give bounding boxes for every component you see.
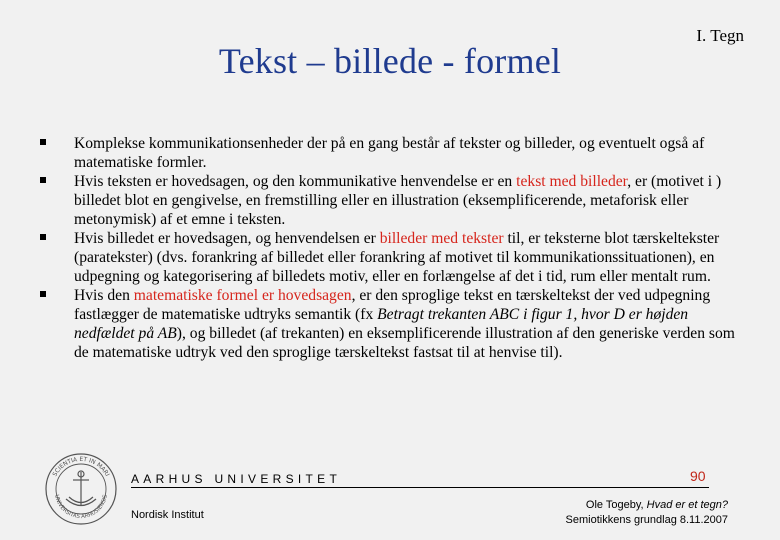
bullet-item: [40, 229, 740, 286]
bullet-text: Komplekse kommunikationsenheder der på en gang består af tekster og billeder, og eventuelt også af matematiske formler.: [74, 135, 705, 171]
highlight-phrase: matematiske formel er hovedsagen: [133, 287, 352, 304]
university-name: AARHUS UNIVERSITET: [131, 472, 342, 486]
bullet-text: , er den sproglige tekst en tærskeltekst der ved udpegning fastlægger de matematiske udtryks semantik (fx: [74, 287, 711, 323]
section-label: I. Tegn: [696, 26, 744, 45]
bullet-item: [40, 134, 740, 172]
bullet-marker-icon: [40, 139, 46, 145]
highlight-phrase: tekst med billeder: [516, 173, 628, 190]
page-number: 90: [690, 468, 706, 484]
university-seal-icon: [44, 452, 118, 526]
credit-line-1: [566, 498, 728, 513]
footer-divider: [131, 487, 709, 488]
bullet-text: Hvis teksten er hovedsagen, og den kommunikative henvendelse er en: [74, 173, 517, 190]
institute-name: Nordisk Institut: [131, 509, 204, 521]
bullet-marker-icon: [40, 177, 46, 183]
bullet-item: [40, 286, 740, 362]
author-credit: [566, 498, 728, 528]
seal-text-top: SCIENTIA ET IN MARI: [51, 455, 111, 478]
example-phrase: Betragt trekanten ABC i figur 1, hvor D er højden nedfældet på AB: [74, 306, 689, 342]
bullet-list: [40, 134, 740, 362]
slide-title: Tekst – billede - formel: [218, 41, 562, 81]
bullet-marker-icon: [40, 234, 46, 240]
bullet-text: , er (motivet i ) billedet blot en gengivelse, en fremstilling eller en illustration (eksemplificerende, metaforisk eller metonymisk) af et emne i teksten.: [74, 173, 722, 228]
credit-title: Hvad er et tegn?: [646, 499, 728, 511]
bullet-text: ), og billedet (af trekanten) en eksemplificerende illustration af den generiske verden som de matematiske udtryk ved den sproglige tærskeltekst fastsat til at henvise til).: [74, 325, 735, 361]
bullet-item: [40, 172, 740, 229]
seal-text-bottom: UNIVERSITAS ARHUSIENSIS: [53, 494, 109, 521]
bullet-text: Hvis billedet er hovedsagen, og henvendelsen er: [74, 230, 380, 247]
credit-author: Ole Togeby,: [585, 499, 647, 511]
bullet-marker-icon: [40, 291, 46, 297]
credit-line-2: Semiotikkens grundlag 8.11.2007: [565, 514, 728, 526]
bullet-text: Hvis den: [74, 287, 134, 304]
bullet-text: til, er teksterne blot tærskeltekster (paratekster) (dvs. forankring af billedet eller forankring af motivet til kommunikationssituationen), en udpegning og kategorisering af billedets motiv, eller en forlængelse af det i tid, rum eller mentalt rum.: [74, 230, 720, 285]
highlight-phrase: billeder med tekster: [379, 230, 504, 247]
